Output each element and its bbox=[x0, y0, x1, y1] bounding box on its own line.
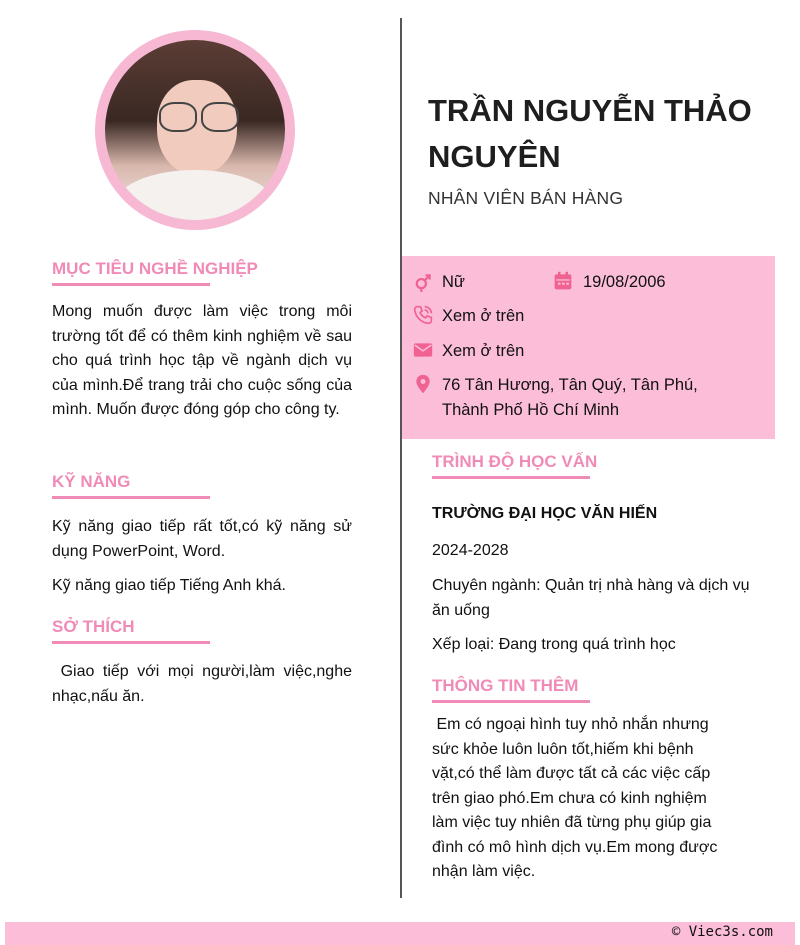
birthdate-value: 19/08/2006 bbox=[583, 273, 666, 291]
address-value: 76 Tân Hương, Tân Quý, Tân Phú, Thành Phố Hồ Chí Minh bbox=[442, 376, 698, 419]
career-objective-text: Mong muốn được làm việc trong môi trường tốt để có thêm kinh nghiệm về sau cho quá trình học tập về ngành dịch vụ của mình.Để trang trải cho cuộc sống của mình. Muốn được đóng góp cho công ty. bbox=[52, 303, 352, 418]
full-name: TRẦN NGUYỄN THẢO NGUYÊN bbox=[428, 93, 752, 174]
additional-info-title: THÔNG TIN THÊM bbox=[432, 676, 590, 703]
gender-value: Nữ bbox=[442, 273, 465, 291]
skills-title: KỸ NĂNG bbox=[52, 472, 210, 499]
contact-box bbox=[402, 256, 775, 439]
school-name: TRƯỜNG ĐẠI HỌC VĂN HIẾN bbox=[432, 505, 658, 522]
education-title: TRÌNH ĐỘ HỌC VẤN bbox=[432, 452, 590, 479]
avatar-glasses-left bbox=[159, 102, 197, 132]
skill-item-1: Kỹ năng giao tiếp rất tốt,có kỹ năng sử dụng PowerPoint, Word. bbox=[52, 518, 352, 560]
education-period: 2024-2028 bbox=[432, 542, 509, 559]
calendar-icon bbox=[553, 271, 573, 291]
avatar bbox=[105, 40, 285, 220]
avatar-frame bbox=[95, 30, 295, 230]
hobbies-title: SỞ THÍCH bbox=[52, 617, 210, 644]
career-objective-title: MỤC TIÊU NGHỀ NGHIỆP bbox=[52, 259, 210, 286]
additional-info-text: Em có ngoại hình tuy nhỏ nhắn nhưng sức khỏe luôn luôn tốt,hiếm khi bệnh vặt,có thể làm được tất cả các việc cấp trên giao phó.Em chưa có kinh nghiệm làm việc tuy nhiên đã từng phụ giúp gia đình có mô hình dịch vụ.Em mong được nhận làm việc. bbox=[432, 716, 722, 880]
email-value: Xem ở trên bbox=[442, 342, 525, 360]
hobbies-text: Giao tiếp với mọi người,làm việc,nghe nhạc,nấu ăn. bbox=[52, 663, 357, 705]
skill-item-2: Kỹ năng giao tiếp Tiếng Anh khá. bbox=[52, 577, 286, 594]
job-title: NHÂN VIÊN BÁN HÀNG bbox=[428, 188, 624, 208]
column-divider bbox=[400, 18, 402, 898]
phone-value: Xem ở trên bbox=[442, 307, 525, 325]
avatar-shirt bbox=[115, 170, 275, 220]
avatar-glasses-right bbox=[201, 102, 239, 132]
education-rank: Xếp loại: Đang trong quá trình học bbox=[432, 636, 676, 653]
education-major: Chuyên ngành: Quản trị nhà hàng và dịch vụ ăn uống bbox=[432, 577, 750, 619]
gender-icon bbox=[413, 272, 433, 292]
phone-icon bbox=[413, 305, 433, 325]
footer-bar bbox=[5, 922, 795, 945]
email-icon bbox=[413, 340, 433, 360]
footer-copyright[interactable]: © Viec3s.com bbox=[671, 924, 773, 940]
location-icon bbox=[413, 374, 433, 394]
